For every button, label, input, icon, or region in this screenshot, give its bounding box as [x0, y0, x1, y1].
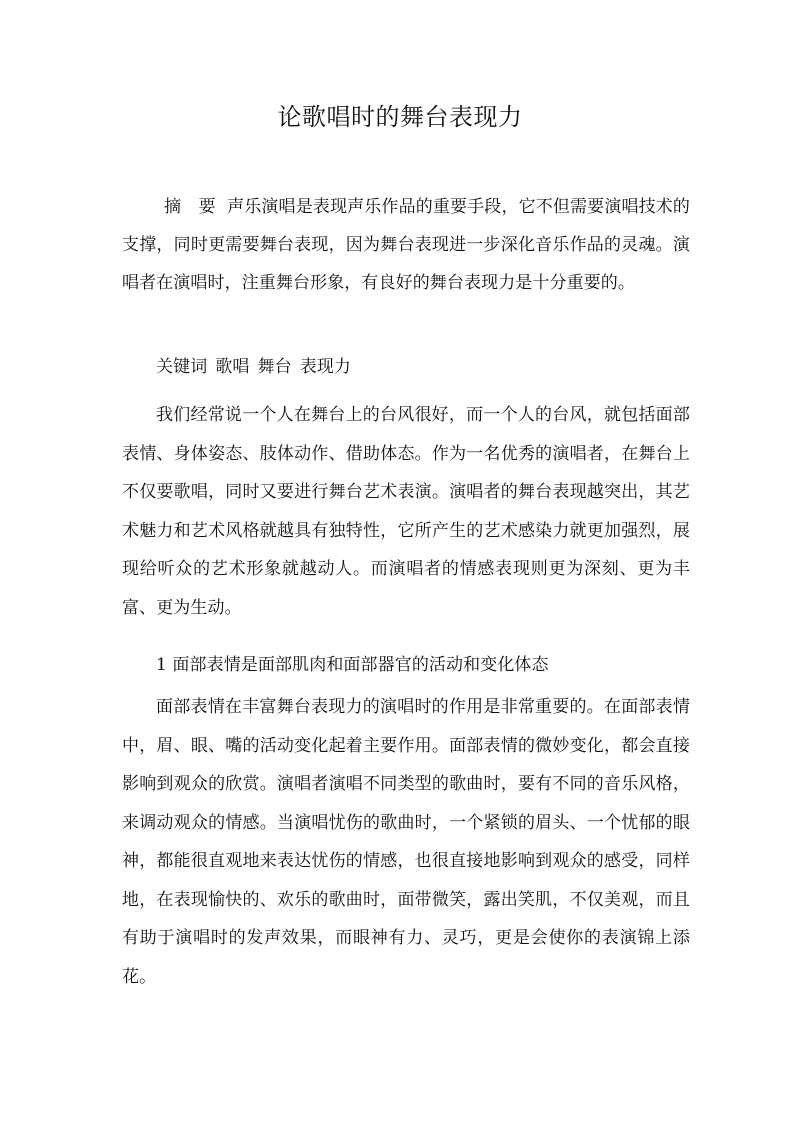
body-paragraph-1: 我们经常说一个人在舞台上的台风很好，而一个人的台风，就包括面部表情、身体姿态、肢体动作、借助体态。作为一名优秀的演唱者，在舞台上不仅要歌唱，同时又要进行舞台艺术表演。演唱者的舞台表现越突出，其艺术魅力和艺术风格就越具有独特性，它所产生的艺术感染力就更加强烈，展现给听众的艺术形象就越动人。而演唱者的情感表现则更为深刻、更为丰富、更为生动。 — [122, 405, 690, 618]
keyword-item: 歌唱 — [215, 357, 250, 377]
abstract-paragraph — [122, 188, 690, 302]
keywords-label: 关键词 — [156, 357, 208, 377]
body-paragraph-2: 面部表情在丰富舞台表现力的演唱时的作用是非常重要的。在面部表情中，眉、眼、嘴的活动变化起着主要作用。面部表情的微妙变化，都会直接影响到观众的欣赏。演唱者演唱不同类型的歌曲时，要有不同的音乐风格，来调动观众的情感。当演唱忧伤的歌曲时，一个紧锁的眉头、一个忧郁的眼神，都能很直观地来表达忧伤的情感，也很直接地影响到观众的感受，同样地，在表现愉快的、欢乐的歌曲时，面带微笑，露出笑肌，不仅美观，而且有助于演唱时的发声效果，而眼神有力、灵巧，更是会使你的表演锦上添花。 — [122, 697, 690, 987]
keyword-item: 表现力 — [299, 357, 352, 377]
keyword-item: 舞台 — [257, 357, 292, 377]
keywords-line — [122, 352, 690, 382]
abstract-text: 声乐演唱是表现声乐作品的重要手段，它不但需要演唱技术的支撑，同时更需要舞台表现，因为舞台表现进一步深化音乐作品的灵魂。演唱者在演唱时，注重舞台形象，有良好的舞台表现力是十分重要的。 — [122, 197, 690, 293]
section-heading-1: 1 面部表情是面部肌肉和面部器官的活动和变化体态 — [156, 655, 549, 675]
abstract-label: 摘 要 — [164, 197, 222, 217]
document-title: 论歌唱时的舞台表现力 — [277, 103, 523, 131]
